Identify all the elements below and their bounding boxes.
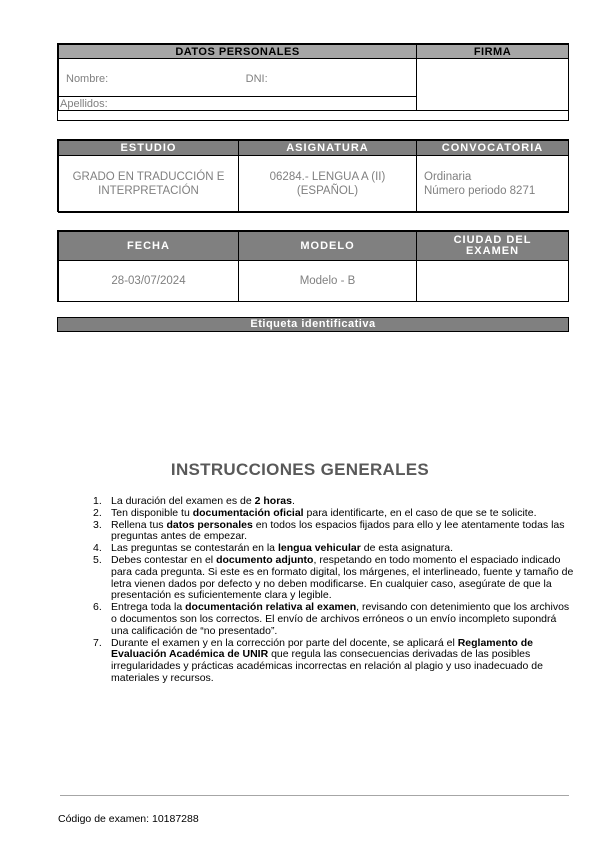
instruction-text: que regula las consecuencias derivadas de las posibles irregularidades y prácticas académicas incorrectas en relación al plagio y uso inadecuado de materiales y recursos. <box>111 648 543 684</box>
instruction-emphasis: datos personales <box>166 518 253 531</box>
nombre-label: Nombre: <box>66 72 109 85</box>
footer-divider <box>60 795 569 796</box>
instruction-text: Las preguntas se contestarán en la <box>111 542 278 555</box>
instruction-emphasis: documento adjunto <box>216 553 314 566</box>
periodo-number: Número periodo 8271 <box>424 185 536 197</box>
instruction-text: . <box>291 495 295 507</box>
instruction-text: , respetando en todo momento el espaciado indicado para cada pregunta. Si este es en formato digital, los márgenes, el interlineado, fuente y tamaño de letra vienen dados por defecto y no deben modificarse. En cualquier caso, asegúrate de que la presentación es suficientemente clara y legible. <box>111 553 574 602</box>
instruction-text: en todos los espacios fijados para ello y lee atentamente todas las preguntas antes de empezar. <box>111 518 565 543</box>
instruction-text: La duración del examen es de <box>111 495 255 507</box>
modelo-value: Modelo - B <box>239 261 417 302</box>
instructions-title: INSTRUCCIONES GENERALES <box>170 460 430 479</box>
ciudad-field[interactable] <box>417 261 569 302</box>
instruction-text: de esta asignatura. <box>360 542 454 555</box>
instruction-number: 7. <box>93 636 102 649</box>
grado-value: GRADO EN TRADUCCIÓN E INTERPRETACIÓN <box>59 156 239 213</box>
header-ciudad: CIUDAD DEL EXAMEN <box>417 232 569 261</box>
instruction-number: 4. <box>93 542 102 555</box>
instruction-text: Durante el examen y en la corrección por parte del docente, se aplicará el <box>111 636 458 649</box>
header-asignatura: ASIGNATURA <box>239 141 417 156</box>
instruction-text: Debes contestar en el <box>111 553 217 566</box>
exam-code: Código de examen: 10187288 <box>58 813 199 825</box>
instruction-number: 3. <box>93 518 102 531</box>
header-modelo: MODELO <box>239 232 417 261</box>
instructions-list <box>85 496 575 685</box>
convocatoria-value <box>417 156 569 213</box>
instruction-text: Ten disponible tu <box>111 506 193 519</box>
instruction-item <box>85 602 575 637</box>
instruction-number: 1. <box>93 495 102 507</box>
header-fecha: FECHA <box>59 232 239 261</box>
instruction-emphasis: 2 horas <box>254 495 292 507</box>
instruction-number: 5. <box>93 553 102 566</box>
asignatura-value: 06284.- LENGUA A (II) (ESPAÑOL) <box>239 156 417 213</box>
instruction-number: 6. <box>93 601 102 614</box>
instruction-emphasis: lengua vehicular <box>277 542 361 555</box>
instruction-emphasis: documentación relativa al examen <box>185 601 357 614</box>
etiqueta-identificativa: Etiqueta identificativa <box>57 317 569 332</box>
firma-field[interactable] <box>417 59 569 111</box>
exam-info-table <box>57 230 569 302</box>
name-dni-cell[interactable] <box>59 59 417 97</box>
instruction-emphasis: Reglamento de Evaluación Académica de UNIR <box>111 636 533 661</box>
convocatoria-type: Ordinaria <box>424 171 472 183</box>
header-estudio: ESTUDIO <box>59 141 239 156</box>
personal-data-table <box>57 43 569 121</box>
instruction-number: 2. <box>93 506 102 519</box>
instruction-text: para identificarte, en el caso de que se te solicite. <box>303 506 537 519</box>
header-datos-personales: DATOS PERSONALES <box>59 45 417 59</box>
instruction-text: , revisando con detenimiento que los archivos o documentos son los correctos. El envío de archivos erróneos o un envío incompleto supondrá una calificación de “no presentado”. <box>111 601 570 637</box>
apellidos-field[interactable] <box>59 97 417 111</box>
instruction-item <box>85 638 575 685</box>
instruction-item <box>85 520 575 544</box>
fecha-value: 28-03/07/2024 <box>59 261 239 302</box>
study-table <box>57 139 569 212</box>
instruction-emphasis: documentación oficial <box>192 506 304 519</box>
instruction-text: Entrega toda la <box>111 601 186 614</box>
dni-label: DNI: <box>245 72 268 85</box>
header-convocatoria: CONVOCATORIA <box>417 141 569 156</box>
instruction-item <box>85 555 575 602</box>
instruction-text: Rellena tus <box>111 518 167 531</box>
header-firma: FIRMA <box>417 45 569 59</box>
apellidos-label: Apellidos: <box>60 97 108 110</box>
